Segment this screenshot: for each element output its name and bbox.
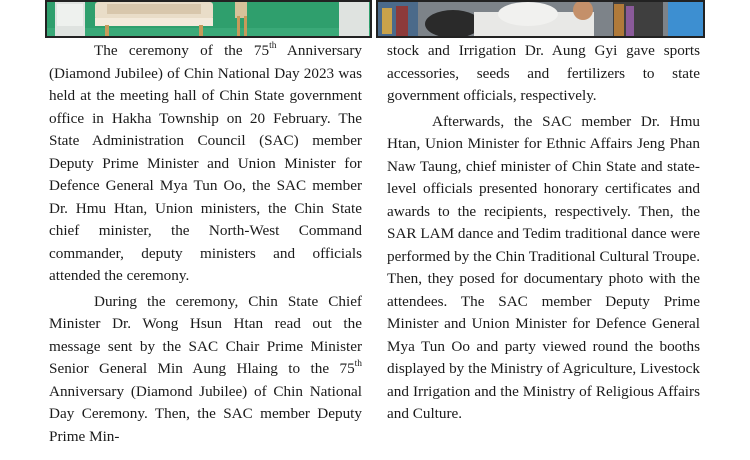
text-span: The ceremony of the 75 — [94, 42, 270, 59]
superscript: th — [354, 358, 362, 369]
paragraph-donations: stock and Irrigation Dr. Aung Gyi gave sports accessories, seeds and fertilizers to state government officials, respectively. — [387, 42, 700, 104]
superscript: th — [269, 40, 277, 51]
ceremony-photo-right-image — [378, 2, 705, 38]
text-span: Anniversary (Diamond Jubilee) of Chin National Day 2023 was held at the meeting hall of Chin State government office in Hakha Township on 20 February. The State Administration Council (SAC) member Deputy Prime Minister and Union Minister for Defence General Mya Tun Oo, the SAC member Dr. Hmu Htan, Union ministers, the Chin State chief minister, the North-West Command commander, deputy ministers and officials attended the ceremony. — [49, 42, 362, 284]
paragraph-awards-and-booths: Afterwards, the SAC member Dr. Hmu Htan, Union Minister for Ethnic Affairs Jeng Phan Naw Taung, chief minister of Chin State and state-level officials presented honorary certificates and awards to the recipients, respectively. Then, the SAR LAM dance and Tedim traditional dance were performed by the Chin Traditional Cultural Troupe. Then, they posed for documentary photo with the attendees. The SAC member Deputy Prime Minister and Union Minister for Defence General Mya Tun Oo and party viewed round the booths displayed by the Ministry of Agriculture, Livestock and Irrigation and the Ministry of Religious Affairs and Culture. — [387, 112, 700, 422]
text-span: Anniversary (Diamond Jubilee) of Chin National Day Ceremony. Then, the SAC member Deputy Prime Min- — [49, 382, 362, 445]
paragraph-message-reading — [49, 291, 362, 449]
ceremony-photo-left-image — [47, 2, 372, 38]
text-span: During the ceremony, Chin State Chief Minister Dr. Wong Hsun Htan read out the message sent by the SAC Chair Prime Minister Senior General Min Aung Hlaing to the 75 — [49, 292, 362, 377]
ceremony-photo-left — [45, 0, 372, 38]
article-column-left — [49, 40, 362, 448]
ceremony-photo-right — [376, 0, 705, 38]
paragraph-ceremony-intro — [49, 40, 362, 288]
article-column-right — [387, 40, 700, 426]
